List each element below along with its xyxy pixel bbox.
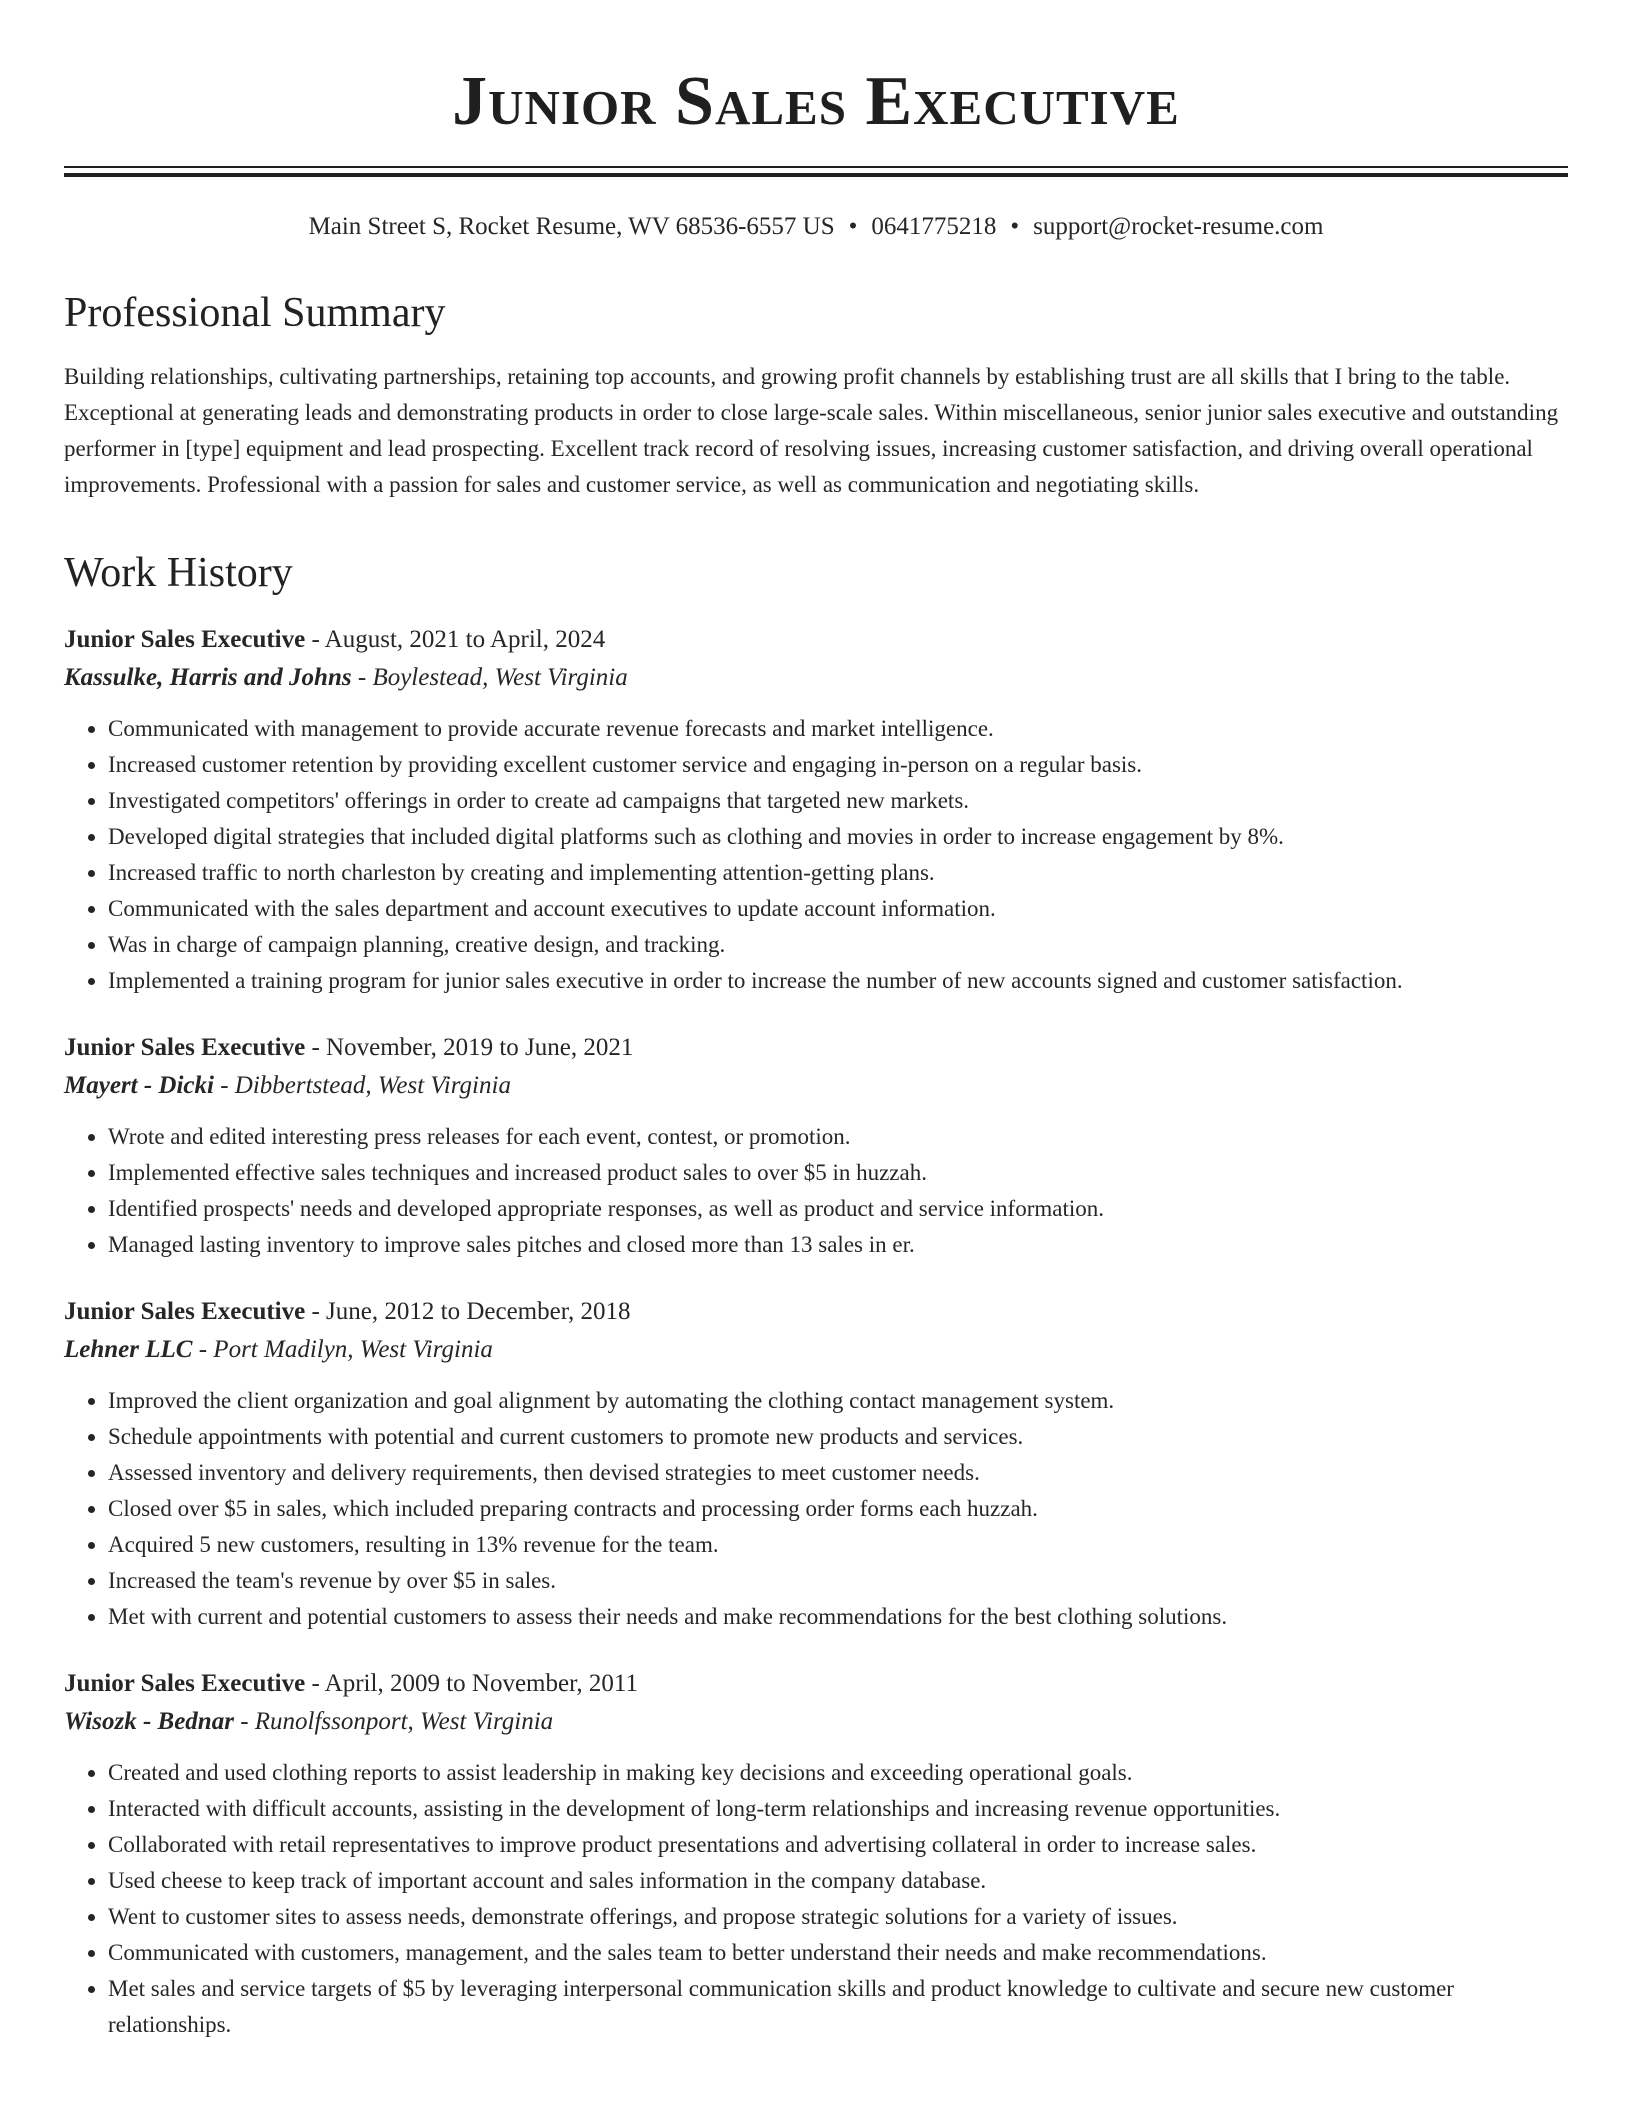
contact-address: Main Street S, Rocket Resume, WV 68536-6557 US [308,213,835,240]
contact-email: support@rocket-resume.com [1033,213,1324,240]
job-entry [64,1665,1568,2043]
job-dash: - [305,1298,327,1325]
job-entry [64,1293,1568,1635]
title-divider [64,166,1568,177]
job-dash: - [305,1034,327,1061]
job-dates: April, 2009 to November, 2011 [324,1670,638,1697]
job-company-line [64,659,1568,697]
job-bullet: • Communicated with customers, management, and the sales team to better understand their needs and make recommendations. [108,1935,1568,1971]
job-header [64,1029,1568,1067]
job-dash: - [351,664,373,691]
job-bullets [64,1119,1568,1263]
job-company: Kassulke, Harris and Johns [64,664,352,691]
contact-separator: • [848,213,858,240]
job-company: Lehner LLC [64,1336,193,1363]
work-history-heading: Work History [64,550,293,596]
job-bullet: • Collaborated with retail representatives to improve product presentations and advertising collateral in order to increase sales. [108,1827,1568,1863]
job-dash: - [213,1072,235,1099]
job-bullet: • Interacted with difficult accounts, assisting in the development of long-term relationships and increasing revenue opportunities. [108,1791,1568,1827]
job-location: Port Madilyn, West Virginia [213,1336,493,1363]
job-bullet: • Identified prospects' needs and developed appropriate responses, as well as product and service information. [108,1191,1568,1227]
job-bullet: • Improved the client organization and goal alignment by automating the clothing contact management system. [108,1383,1568,1419]
job-location: Boylestead, West Virginia [372,664,628,691]
title-divider-thin [64,166,1568,168]
job-bullet: • Acquired 5 new customers, resulting in 13% revenue for the team. [108,1527,1568,1563]
job-bullet: • Developed digital strategies that included digital platforms such as clothing and movies in order to increase engagement by 8%. [108,819,1568,855]
work-history-list [64,621,1568,2043]
contact-line [64,211,1568,243]
job-dash: - [305,626,325,653]
job-header [64,621,1568,659]
job-bullet: • Was in charge of campaign planning, creative design, and tracking. [108,927,1568,963]
job-dates: August, 2021 to April, 2024 [324,626,606,653]
job-dash: - [233,1708,255,1735]
job-entry [64,621,1568,999]
job-bullet: • Schedule appointments with potential and current customers to promote new products and services. [108,1419,1568,1455]
job-bullet: • Investigated competitors' offerings in order to create ad campaigns that targeted new markets. [108,783,1568,819]
resume-title: Junior Sales Executive [452,63,1180,140]
job-bullet: • Used cheese to keep track of important account and sales information in the company database. [108,1863,1568,1899]
job-title: Junior Sales Executive [64,1298,306,1325]
job-dates: June, 2012 to December, 2018 [326,1298,631,1325]
job-dash: - [192,1336,214,1363]
job-title: Junior Sales Executive [64,1034,306,1061]
job-entry [64,1029,1568,1263]
job-location: Dibbertstead, West Virginia [234,1072,511,1099]
summary-heading: Professional Summary [64,290,446,336]
job-header [64,1293,1568,1331]
job-company-line [64,1067,1568,1105]
job-dash: - [305,1670,325,1697]
job-company: Wisozk - Bednar [64,1708,234,1735]
job-bullet: • Wrote and edited interesting press releases for each event, contest, or promotion. [108,1119,1568,1155]
job-company-line [64,1703,1568,1741]
job-title: Junior Sales Executive [64,626,306,653]
job-bullets [64,1383,1568,1635]
job-bullet: • Implemented effective sales techniques and increased product sales to over $5 in huzzah. [108,1155,1568,1191]
summary-text: Building relationships, cultivating partnerships, retaining top accounts, and growing profit channels by establishing trust are all skills that I bring to the table. Exceptional at generating leads and demonstrating products in order to close large-scale sales. Within miscellaneous, senior junior sales executive and outstanding performer in [type] equipment and lead prospecting. Excellent track record of resolving issues, increasing customer satisfaction, and driving overall operational improvements. Professional with a passion for sales and customer service, as well as communication and negotiating skills. [64,364,1559,497]
job-bullet: • Met with current and potential customers to assess their needs and make recommendations for the best clothing solutions. [108,1599,1568,1635]
job-bullet: • Communicated with the sales department and account executives to update account information. [108,891,1568,927]
title-divider-thick [64,173,1568,177]
job-location: Runolfssonport, West Virginia [254,1708,554,1735]
job-company-line [64,1331,1568,1369]
job-header [64,1665,1568,1703]
job-bullet: • Created and used clothing reports to assist leadership in making key decisions and exceeding operational goals. [108,1755,1568,1791]
contact-phone: 0641775218 [871,213,997,240]
job-bullets [64,1755,1568,2043]
job-dates: November, 2019 to June, 2021 [326,1034,634,1061]
job-bullet: • Managed lasting inventory to improve sales pitches and closed more than 13 sales in er. [108,1227,1568,1263]
job-bullet: • Met sales and service targets of $5 by leveraging interpersonal communication skills and product knowledge to cultivate and secure new customer relationships. [108,1971,1568,2043]
job-bullet: • Went to customer sites to assess needs, demonstrate offerings, and propose strategic solutions for a variety of issues. [108,1899,1568,1935]
job-company: Mayert - Dicki [64,1072,214,1099]
job-bullet: • Closed over $5 in sales, which included preparing contracts and processing order forms each huzzah. [108,1491,1568,1527]
job-bullet: • Increased traffic to north charleston by creating and implementing attention-getting plans. [108,855,1568,891]
job-bullet: • Communicated with management to provide accurate revenue forecasts and market intelligence. [108,711,1568,747]
job-title: Junior Sales Executive [64,1670,306,1697]
contact-separator: • [1010,213,1020,240]
job-bullet: • Implemented a training program for junior sales executive in order to increase the number of new accounts signed and customer satisfaction. [108,963,1568,999]
job-bullet: • Increased customer retention by providing excellent customer service and engaging in-person on a regular basis. [108,747,1568,783]
job-bullets [64,711,1568,999]
job-bullet: • Assessed inventory and delivery requirements, then devised strategies to meet customer needs. [108,1455,1568,1491]
job-bullet: • Increased the team's revenue by over $5 in sales. [108,1563,1568,1599]
